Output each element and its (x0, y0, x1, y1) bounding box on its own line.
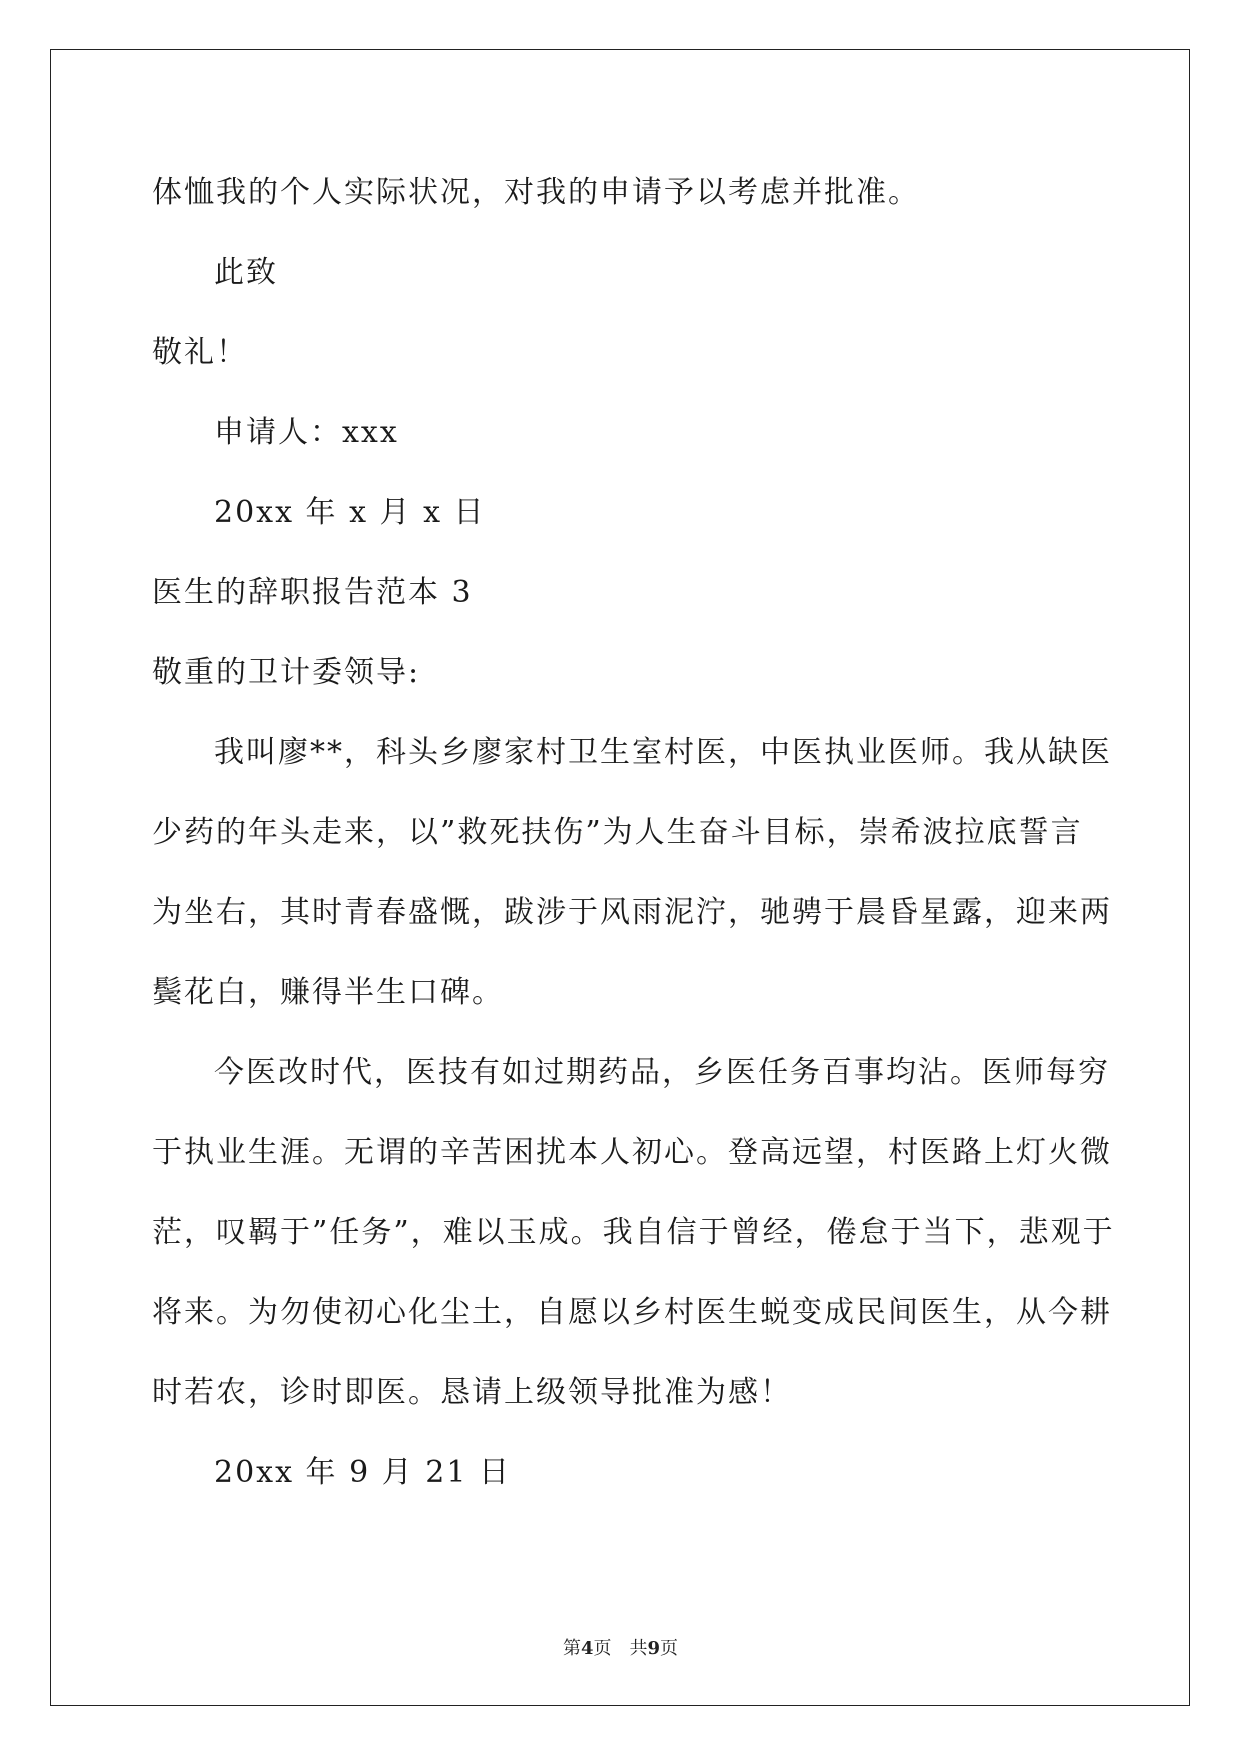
signature-date: 20xx 年 x 月 x 日 (214, 495, 486, 530)
text-line: 为坐右，其时青春盛慨，跋涉于风雨泥泞，驰骋于晨昏星露，迎来两 (152, 895, 1112, 930)
text-line: 少药的年头走来，以”救死扶伤”为人生奋斗目标，崇希波拉底誓言 (152, 815, 1083, 850)
page-prefix: 第 (562, 1638, 581, 1659)
section-title: 医生的辞职报告范本 3 (152, 575, 473, 610)
addressee: 敬重的卫计委领导: (152, 655, 421, 690)
text-line: 鬓花白，赚得半生口碑。 (152, 975, 504, 1010)
closing-salutation: 此致 (214, 255, 278, 290)
text-line: 体恤我的个人实际状况，对我的申请予以考虑并批准。 (152, 175, 920, 210)
applicant-signature: 申请人：xxx (214, 415, 399, 450)
text-line: 我叫廖**，科头乡廖家村卫生室村医，中医执业医师。我从缺医 (214, 735, 1112, 770)
text-line: 于执业生涯。无谓的辛苦困扰本人初心。登高远望，村医路上灯火微 (152, 1135, 1112, 1170)
current-page-number: 4 (580, 1638, 594, 1659)
text-line: 将来。为勿使初心化尘土，自愿以乡村医生蜕变成民间医生，从今耕 (152, 1295, 1112, 1330)
page-suffix: 页 (660, 1638, 679, 1659)
page-mid: 页 共 (593, 1638, 648, 1659)
closing-regards: 敬礼！ (152, 335, 248, 370)
letter-date: 20xx 年 9 月 21 日 (214, 1455, 511, 1490)
text-line: 时若农，诊时即医。恳请上级领导批准为感！ (152, 1375, 792, 1410)
text-line: 今医改时代，医技有如过期药品，乡医任务百事均沾。医师每穷 (214, 1055, 1110, 1090)
total-pages-number: 9 (647, 1638, 661, 1659)
page-footer (0, 1637, 1241, 1661)
text-line: 茫，叹羁于”任务”，难以玉成。我自信于曾经，倦怠于当下，悲观于 (152, 1215, 1115, 1250)
